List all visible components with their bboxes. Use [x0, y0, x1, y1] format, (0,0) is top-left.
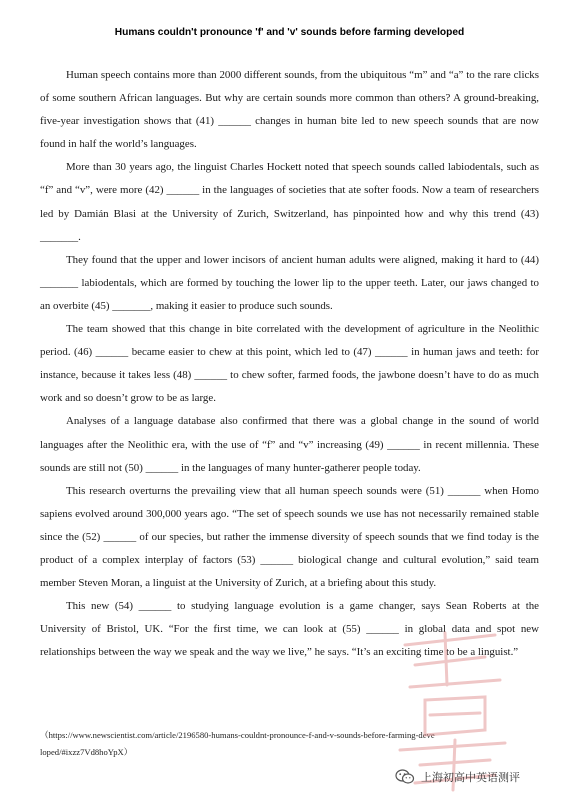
paragraph-3: They found that the upper and lower incisors of ancient human adults were aligned, making it hard to (44) _______ labiodentals, which are formed by touching the lower lip to the upper teeth. Later, our jaws changed to an overbite (45) _______, making it easier to produce such sounds.: [40, 253, 539, 312]
source-url-line-1: （https://www.newscientist.com/article/2196580-humans-couldnt-pronounce-f-and-v-sounds-before-farming-deve: [40, 730, 435, 740]
source-citation: [40, 727, 540, 761]
paragraph-5: Analyses of a language database also confirmed that there was a global change in the sound of world languages after the Neolithic era, with the use of “f” and “v” increasing (49) ______ in recent millennia. These sounds are still not (50) ______ in the languages of many hunter-gatherer people today.: [40, 415, 539, 474]
paragraph-7: This new (54) ______ to studying language evolution is a game changer, says Sean Roberts at the University of Bristol, UK. “For the first time, we can look at (55) ______ in global data and spot new relationships between the way we speak and the way we live,” he says. “It’s an exciting time to be a linguist.”: [40, 600, 539, 659]
article-title: Humans couldn't pronounce 'f' and 'v' sounds before farming developed: [114, 27, 465, 38]
wechat-account-name: 上海初高中英语测评: [421, 771, 520, 784]
article-body: [40, 64, 539, 664]
paragraph-2: More than 30 years ago, the linguist Charles Hockett noted that speech sounds called labiodentals, such as “f” and “v”, were more (42) ______ in the languages of societies that ate softer foods. Now a team of researchers led by Damián Blasi at the University of Zurich, Switzerland, has pinpointed how and why this trend (43) _______.: [40, 161, 539, 243]
wechat-icon: [395, 769, 415, 785]
wechat-watermark: [395, 768, 520, 786]
paragraph-1: Human speech contains more than 2000 different sounds, from the ubiquitous “m” and “a” to the rare clicks of some southern African languages. But why are certain sounds more common than others? A ground-breaking, five-year investigation shows that (41) ______ changes in human bite led to new speech sounds that are now found in half the world’s languages.: [40, 69, 539, 151]
paragraph-4: The team showed that this change in bite correlated with the development of agriculture in the Neolithic period. (46) ______ became easier to chew at this point, which led to (47) ______ in human jaws and teeth: for instance, because it takes less (48) ______ to chew softer, farmed foods, the jawbone doesn’t have to do as much work and so doesn’t grow to be as large.: [40, 323, 539, 405]
paragraph-6: This research overturns the prevailing view that all human speech sounds were (51) ______ when Homo sapiens evolved around 300,000 years ago. “The set of speech sounds we use has not necessarily remained stable since the (52) ______ of our species, but rather the immense diversity of speech sounds that we find today is the product of a complex interplay of factors (53) ______ biological change and cultural evolution,” said team member Steven Moran, a linguist at the University of Zurich, at a briefing about this study.: [40, 484, 539, 590]
source-url-line-2: loped/#ixzz7Vd8hoYpX）: [40, 747, 133, 757]
